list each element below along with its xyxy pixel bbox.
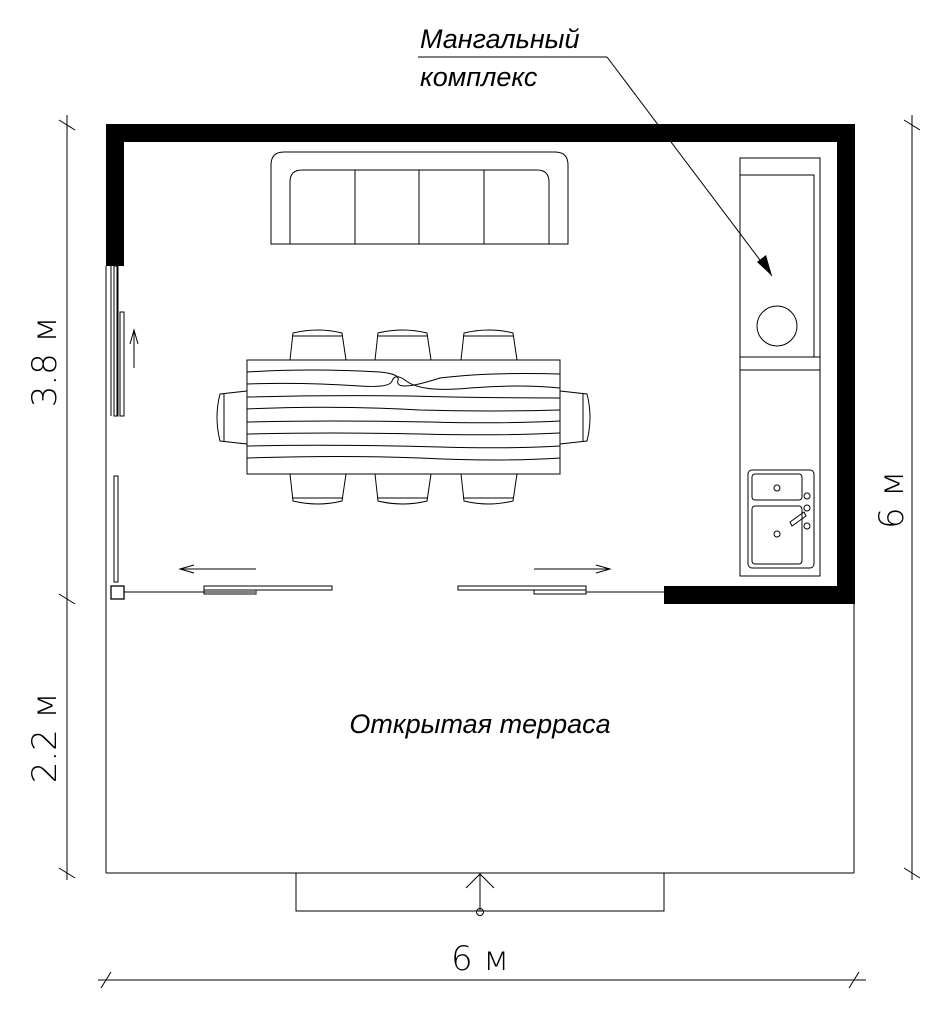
- callout-label-line2: комплекс: [420, 62, 538, 92]
- sink-large: [752, 506, 802, 564]
- dimension-left-upper: 3.8 м: [25, 316, 65, 408]
- chairs-top: [290, 330, 517, 360]
- dimension-right-label: 6 м: [872, 470, 912, 530]
- dimension-left-lower: 2.2 м: [25, 692, 65, 784]
- barbecue-complex: [740, 158, 820, 370]
- sink-small: [752, 474, 802, 500]
- dining-set: [217, 330, 590, 504]
- dimension-bottom-label: 6 м: [450, 939, 510, 979]
- thick-walls: [106, 124, 855, 604]
- left-sliding-window: [111, 266, 138, 582]
- kitchen-counter: [740, 370, 820, 576]
- callout-label-line1: Мангальный: [420, 24, 580, 54]
- wood-grain: [247, 370, 560, 460]
- chairs-bottom: [290, 474, 517, 504]
- terrace-label: Открытая терраса: [349, 709, 611, 739]
- front-sliding-doors: [124, 565, 664, 594]
- entrance-step: [296, 873, 664, 916]
- chair-right: [560, 391, 590, 444]
- sofa: [271, 152, 568, 244]
- corner-column: [111, 586, 124, 599]
- chair-left: [217, 391, 247, 444]
- faucet-icon: [790, 512, 806, 526]
